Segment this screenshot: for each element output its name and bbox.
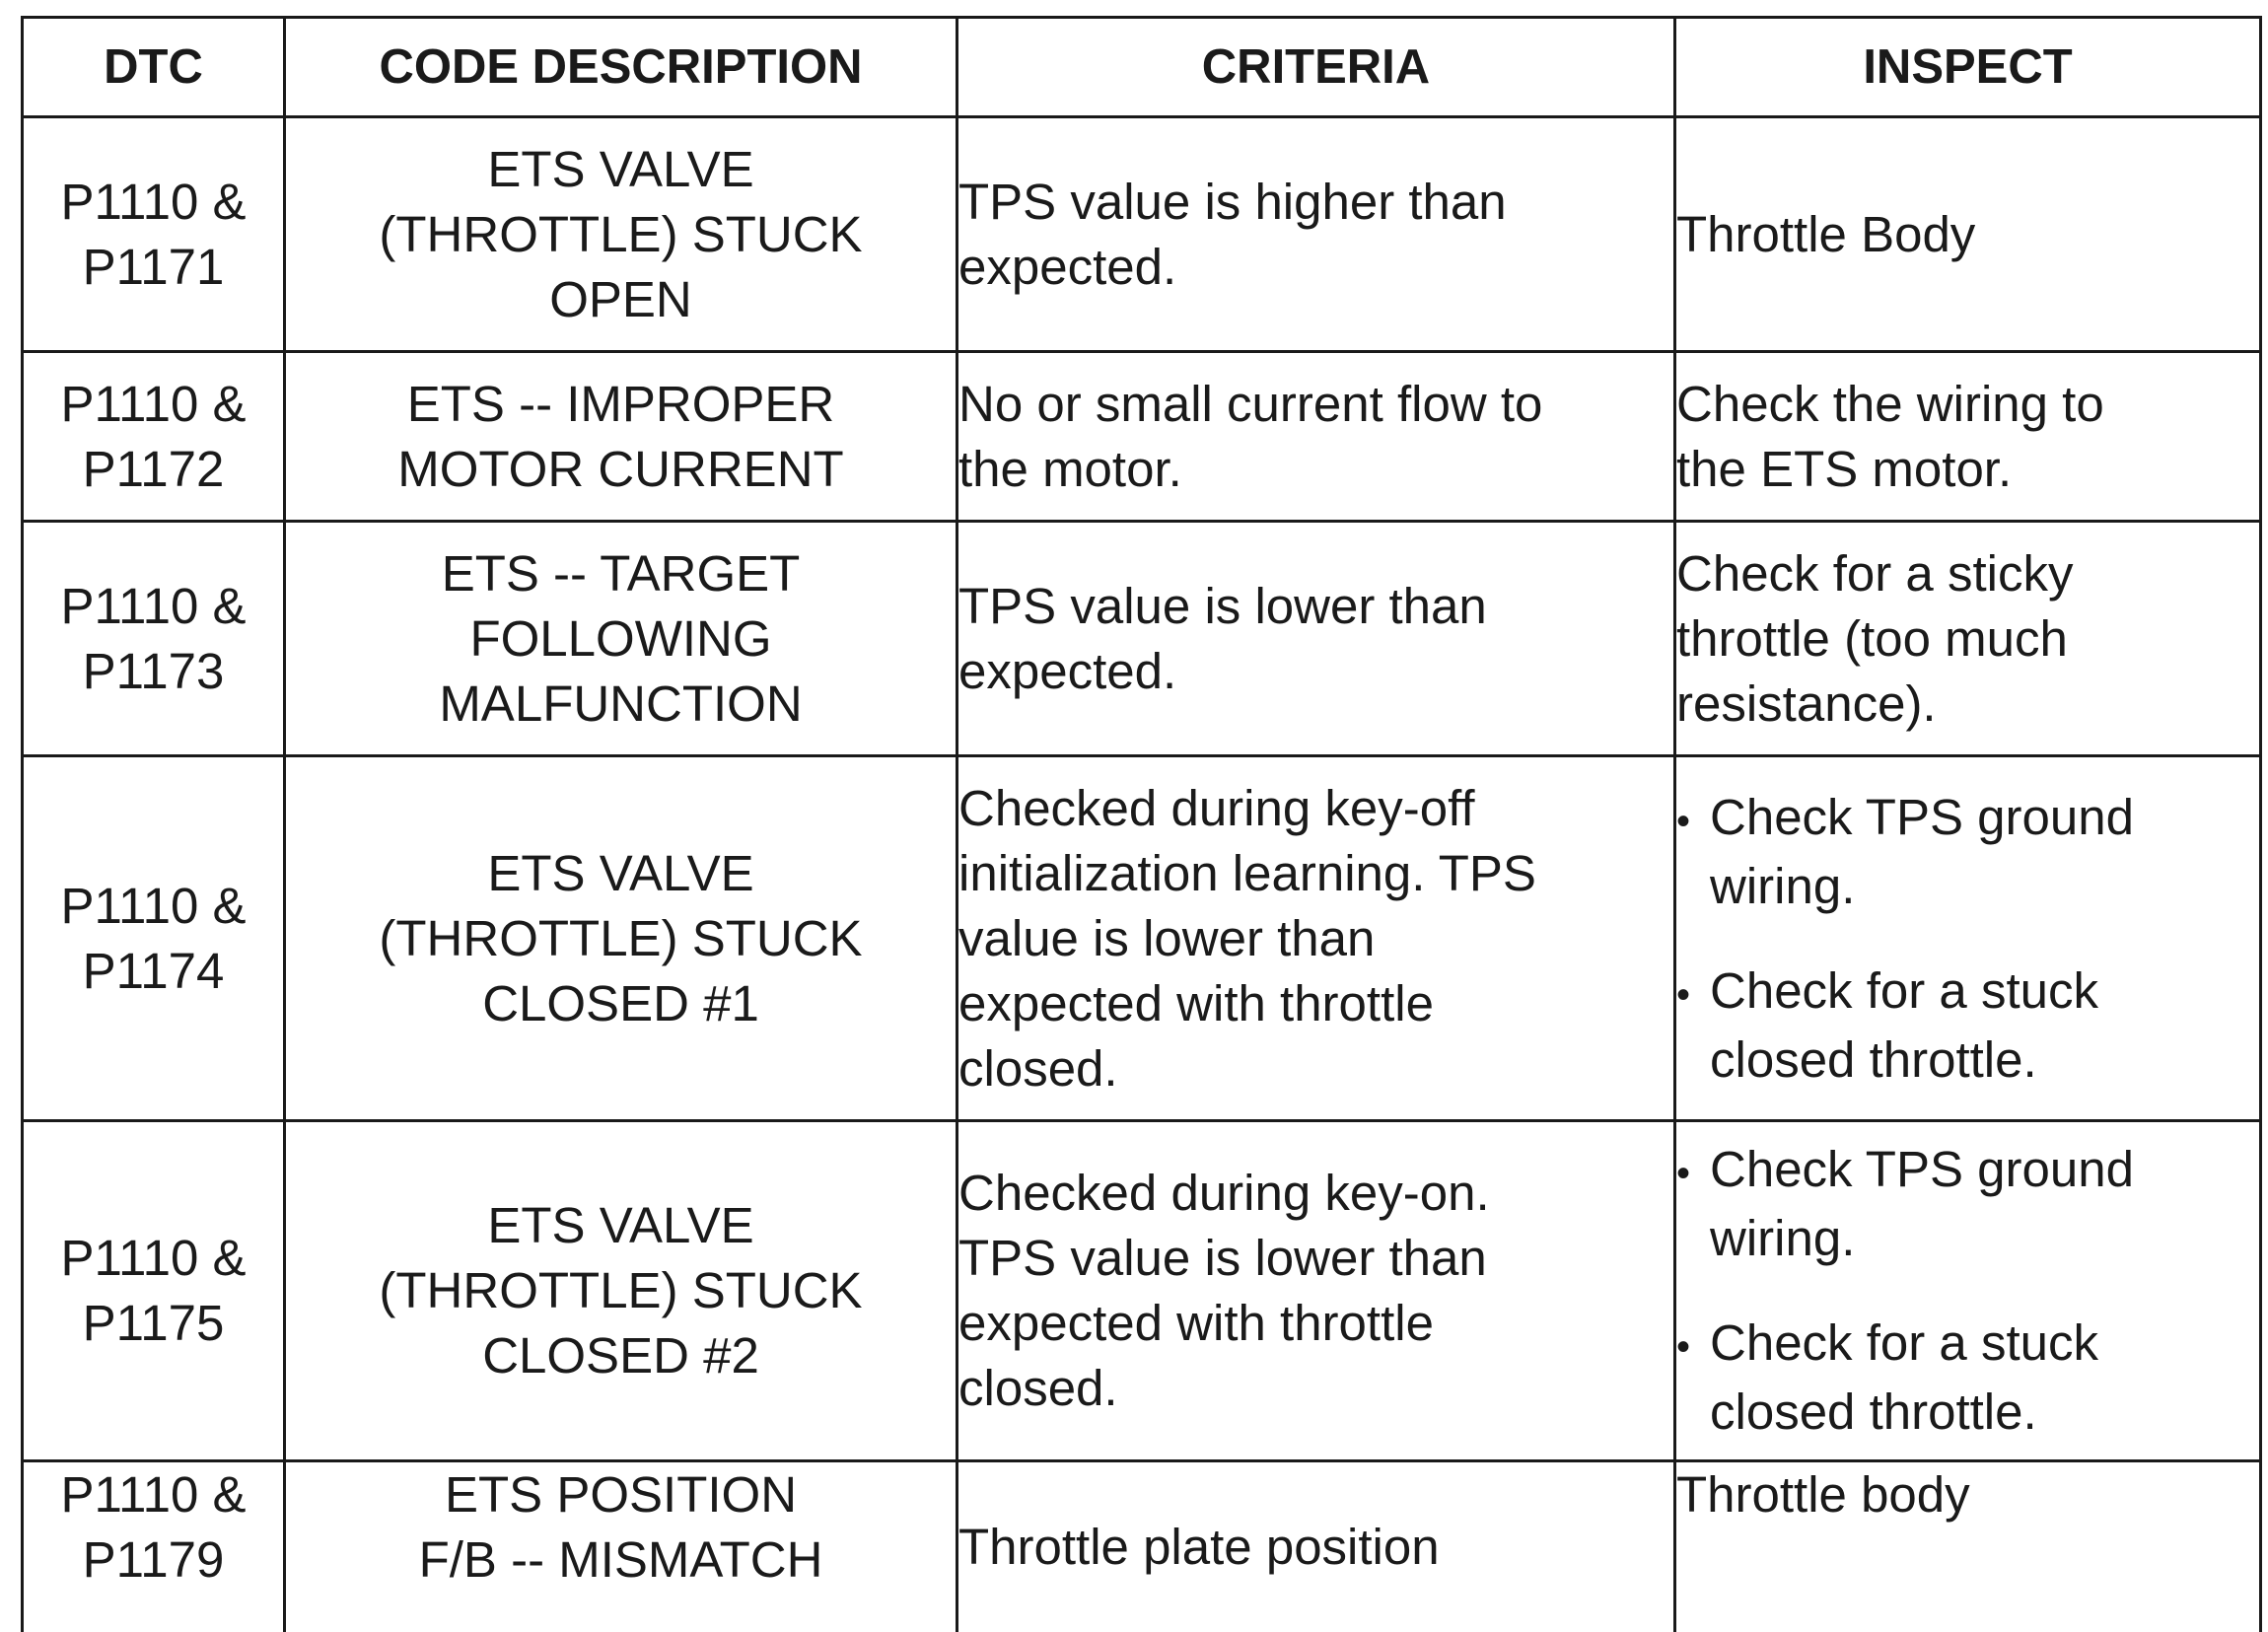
criteria-line: closed. [958, 1039, 1118, 1097]
criteria-cell [957, 352, 1675, 522]
inspect-cell [1675, 1121, 2261, 1461]
description-line: ETS VALVE [487, 844, 754, 901]
dtc-line: P1110 & [60, 877, 247, 934]
inspect-cell [1675, 352, 2261, 522]
dtc-cell [23, 522, 285, 756]
description-cell [285, 352, 957, 522]
criteria-line: TPS value is lower than [958, 577, 1487, 634]
description-line: MOTOR CURRENT [397, 440, 844, 497]
bullet-icon: • [1676, 1152, 1691, 1195]
inspect-bullet-line [1676, 1311, 2259, 1380]
criteria-line: initialization learning. TPS [958, 844, 1536, 901]
description-line: CLOSED #2 [482, 1327, 759, 1384]
criteria-cell [957, 1461, 1675, 1632]
criteria-line: closed. [958, 1360, 1118, 1416]
description-line: ETS POSITION [444, 1466, 798, 1523]
description-line: ETS -- IMPROPER [406, 375, 835, 432]
description-line: OPEN [549, 270, 692, 327]
description-line: (THROTTLE) STUCK [379, 205, 863, 262]
inspect-bullet-text: Check for a stuck [1710, 1314, 2098, 1371]
inspect-bullet-text: Check TPS ground [1710, 1141, 2134, 1197]
dtc-line: P1179 [82, 1531, 225, 1588]
criteria-line: Throttle plate position [958, 1519, 1440, 1575]
table-row [23, 1121, 2261, 1461]
table-row [23, 756, 2261, 1121]
inspect-line: Check for a sticky [1676, 544, 2074, 602]
description-cell [285, 117, 957, 352]
dtc-line: P1174 [82, 942, 225, 999]
inspect-bullet-item [1676, 785, 2259, 919]
criteria-line: Checked during key-on. [958, 1165, 1490, 1221]
inspect-line: throttle (too much [1676, 609, 2068, 667]
header-criteria: CRITERIA [957, 18, 1675, 117]
inspect-line: Throttle body [1676, 1466, 1970, 1523]
inspect-line: the ETS motor. [1676, 440, 2013, 497]
inspect-bullet-item [1676, 958, 2259, 1093]
inspect-bullet-line [1676, 785, 2259, 854]
header-inspect: INSPECT [1675, 18, 2261, 117]
dtc-line: P1110 & [60, 1230, 247, 1286]
bullet-icon: • [1676, 799, 1691, 843]
dtc-cell [23, 352, 285, 522]
dtc-cell [23, 1121, 285, 1461]
table-row [23, 352, 2261, 522]
description-line: FOLLOWING [469, 609, 772, 667]
dtc-line: P1110 & [60, 173, 247, 230]
dtc-line: P1171 [82, 238, 225, 295]
description-line: MALFUNCTION [439, 674, 803, 732]
description-line: ETS VALVE [487, 140, 754, 197]
inspect-cell [1675, 522, 2261, 756]
inspect-bullet-item [1676, 1137, 2259, 1271]
inspect-line: resistance). [1676, 674, 1937, 732]
inspect-bullet-line: wiring. [1710, 1210, 1856, 1266]
inspect-line: Throttle Body [1676, 205, 1976, 262]
bullet-icon: • [1676, 972, 1691, 1017]
dtc-line: P1173 [82, 642, 225, 699]
inspect-bullet-text: Check TPS ground [1710, 788, 2134, 845]
table-row [23, 1461, 2261, 1632]
inspect-bullet-line [1676, 1137, 2259, 1206]
inspect-bullet-item [1676, 1311, 2259, 1445]
criteria-line: expected with throttle [958, 1295, 1434, 1351]
inspect-bullet-text: Check for a stuck [1710, 961, 2098, 1019]
criteria-line: expected. [958, 642, 1177, 699]
inspect-cell [1675, 117, 2261, 352]
table-row [23, 522, 2261, 756]
description-line: ETS VALVE [487, 1197, 754, 1253]
dtc-line: P1110 & [60, 375, 247, 432]
description-line: F/B -- MISMATCH [418, 1531, 823, 1588]
description-line: (THROTTLE) STUCK [379, 1262, 863, 1318]
header-dtc: DTC [23, 18, 285, 117]
inspect-cell [1675, 756, 2261, 1121]
description-cell [285, 1461, 957, 1632]
inspect-bullet-line: wiring. [1710, 857, 1856, 914]
bullet-icon: • [1676, 1325, 1691, 1369]
inspect-bullet-line: closed throttle. [1710, 1030, 2037, 1088]
dtc-line: P1175 [82, 1295, 225, 1351]
criteria-line: expected. [958, 238, 1177, 295]
table-header-row [23, 18, 2261, 117]
criteria-cell [957, 756, 1675, 1121]
description-line: CLOSED #1 [482, 974, 759, 1031]
dtc-line: P1110 & [60, 1466, 247, 1523]
criteria-line: value is lower than [958, 909, 1376, 966]
criteria-cell [957, 1121, 1675, 1461]
table-row [23, 117, 2261, 352]
criteria-cell [957, 117, 1675, 352]
header-code-description: CODE DESCRIPTION [285, 18, 957, 117]
inspect-bullet-line: closed throttle. [1710, 1384, 2037, 1440]
dtc-cell [23, 756, 285, 1121]
inspect-cell [1675, 1461, 2261, 1632]
criteria-line: Checked during key-off [958, 779, 1475, 836]
criteria-line: TPS value is lower than [958, 1230, 1487, 1286]
criteria-line: the motor. [958, 440, 1182, 497]
dtc-cell [23, 1461, 285, 1632]
description-cell [285, 522, 957, 756]
description-line: (THROTTLE) STUCK [379, 909, 863, 966]
dtc-cell [23, 117, 285, 352]
inspect-line: Check the wiring to [1676, 375, 2104, 432]
inspect-bullet-line [1676, 958, 2259, 1028]
dtc-line: P1172 [82, 440, 225, 497]
criteria-line: expected with throttle [958, 974, 1434, 1031]
dtc-table [21, 16, 2262, 1632]
criteria-cell [957, 522, 1675, 756]
criteria-line: No or small current flow to [958, 375, 1543, 432]
criteria-line: TPS value is higher than [958, 173, 1507, 230]
dtc-line: P1110 & [60, 577, 247, 634]
description-cell [285, 1121, 957, 1461]
description-cell [285, 756, 957, 1121]
description-line: ETS -- TARGET [441, 544, 801, 602]
